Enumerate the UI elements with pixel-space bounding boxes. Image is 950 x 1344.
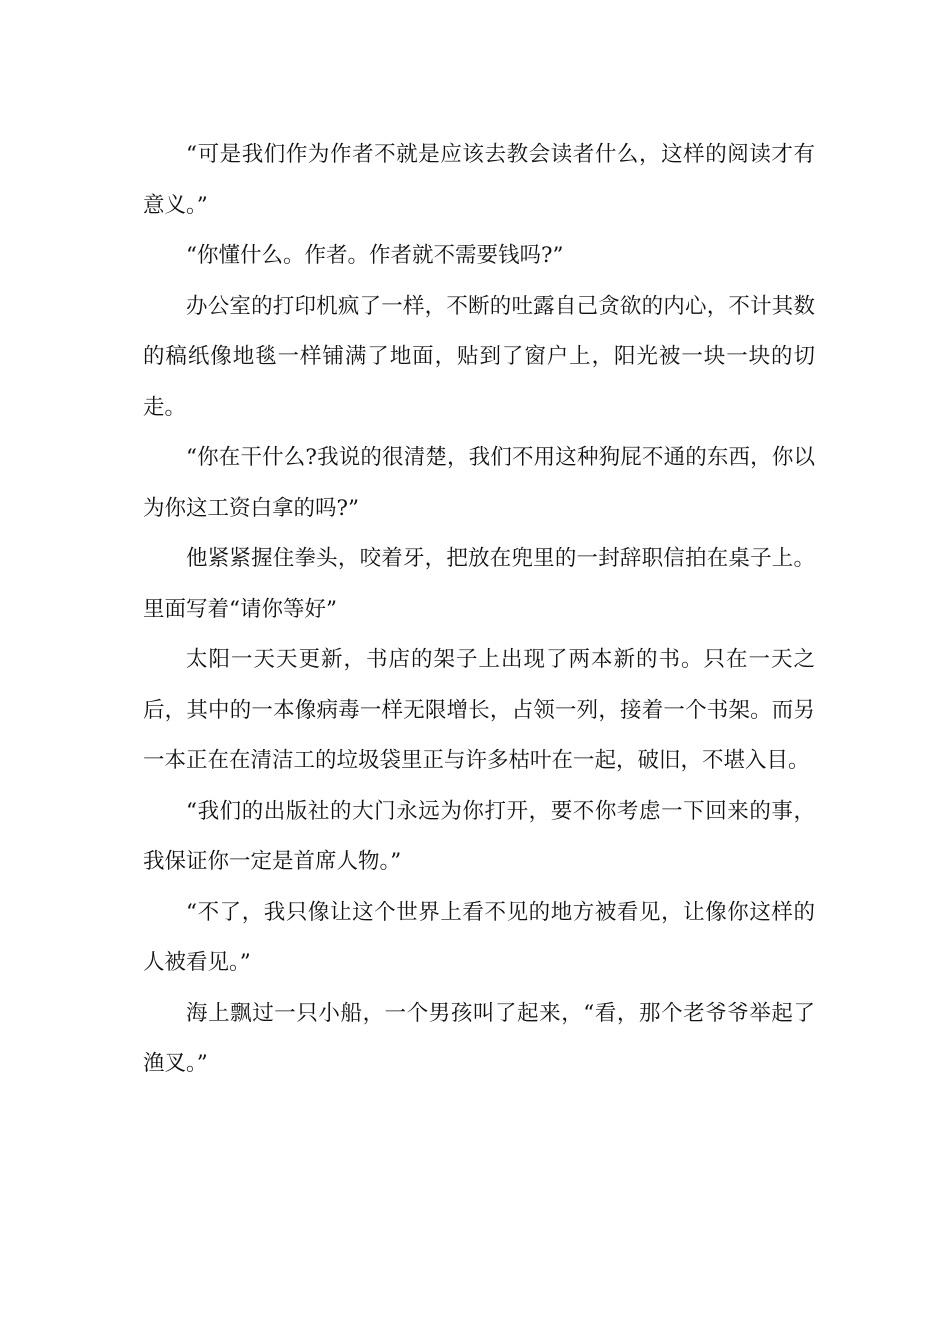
paragraph-2: “你懂什么。作者。作者就不需要钱吗?” [186,243,564,268]
paragraph-4: “你在干什么?我说的很清楚，我们不用这种狗屁不通的东西，你以为你这工资白拿的吗?” [143,445,815,521]
paragraph-1: “可是我们作为作者不就是应该去教会读者什么，这样的阅读才有意义。” [143,142,815,218]
paragraph-7: “我们的出版社的大门永远为你打开，要不你考虑一下回来的事，我保证你一定是首席人物。” [143,798,815,874]
paragraph-6: 太阳一天天更新，书店的架子上出现了两本新的书。只在一天之后，其中的一本像病毒一样无限增长，占领一列，接着一个书架。而另一本正在在清洁工的垃圾袋里正与许多枯叶在一起，破旧，不堪入目。 [143,647,815,773]
paragraph-9: 海上飘过一只小船，一个男孩叫了起来，“看，那个老爷爷举起了渔叉。” [143,1000,815,1076]
paragraph-3: 办公室的打印机疯了一样，不断的吐露自己贪欲的内心，不计其数的稿纸像地毯一样铺满了地面，贴到了窗户上，阳光被一块一块的切走。 [143,293,815,420]
paragraph-8: “不了，我只像让这个世界上看不见的地方被看见，让像你这样的人被看见。” [143,899,815,975]
paragraph-5: 他紧紧握住拳头，咬着牙，把放在兜里的一封辞职信拍在桌子上。里面写着“请你等好” [143,546,815,622]
document-body [143,130,815,1090]
